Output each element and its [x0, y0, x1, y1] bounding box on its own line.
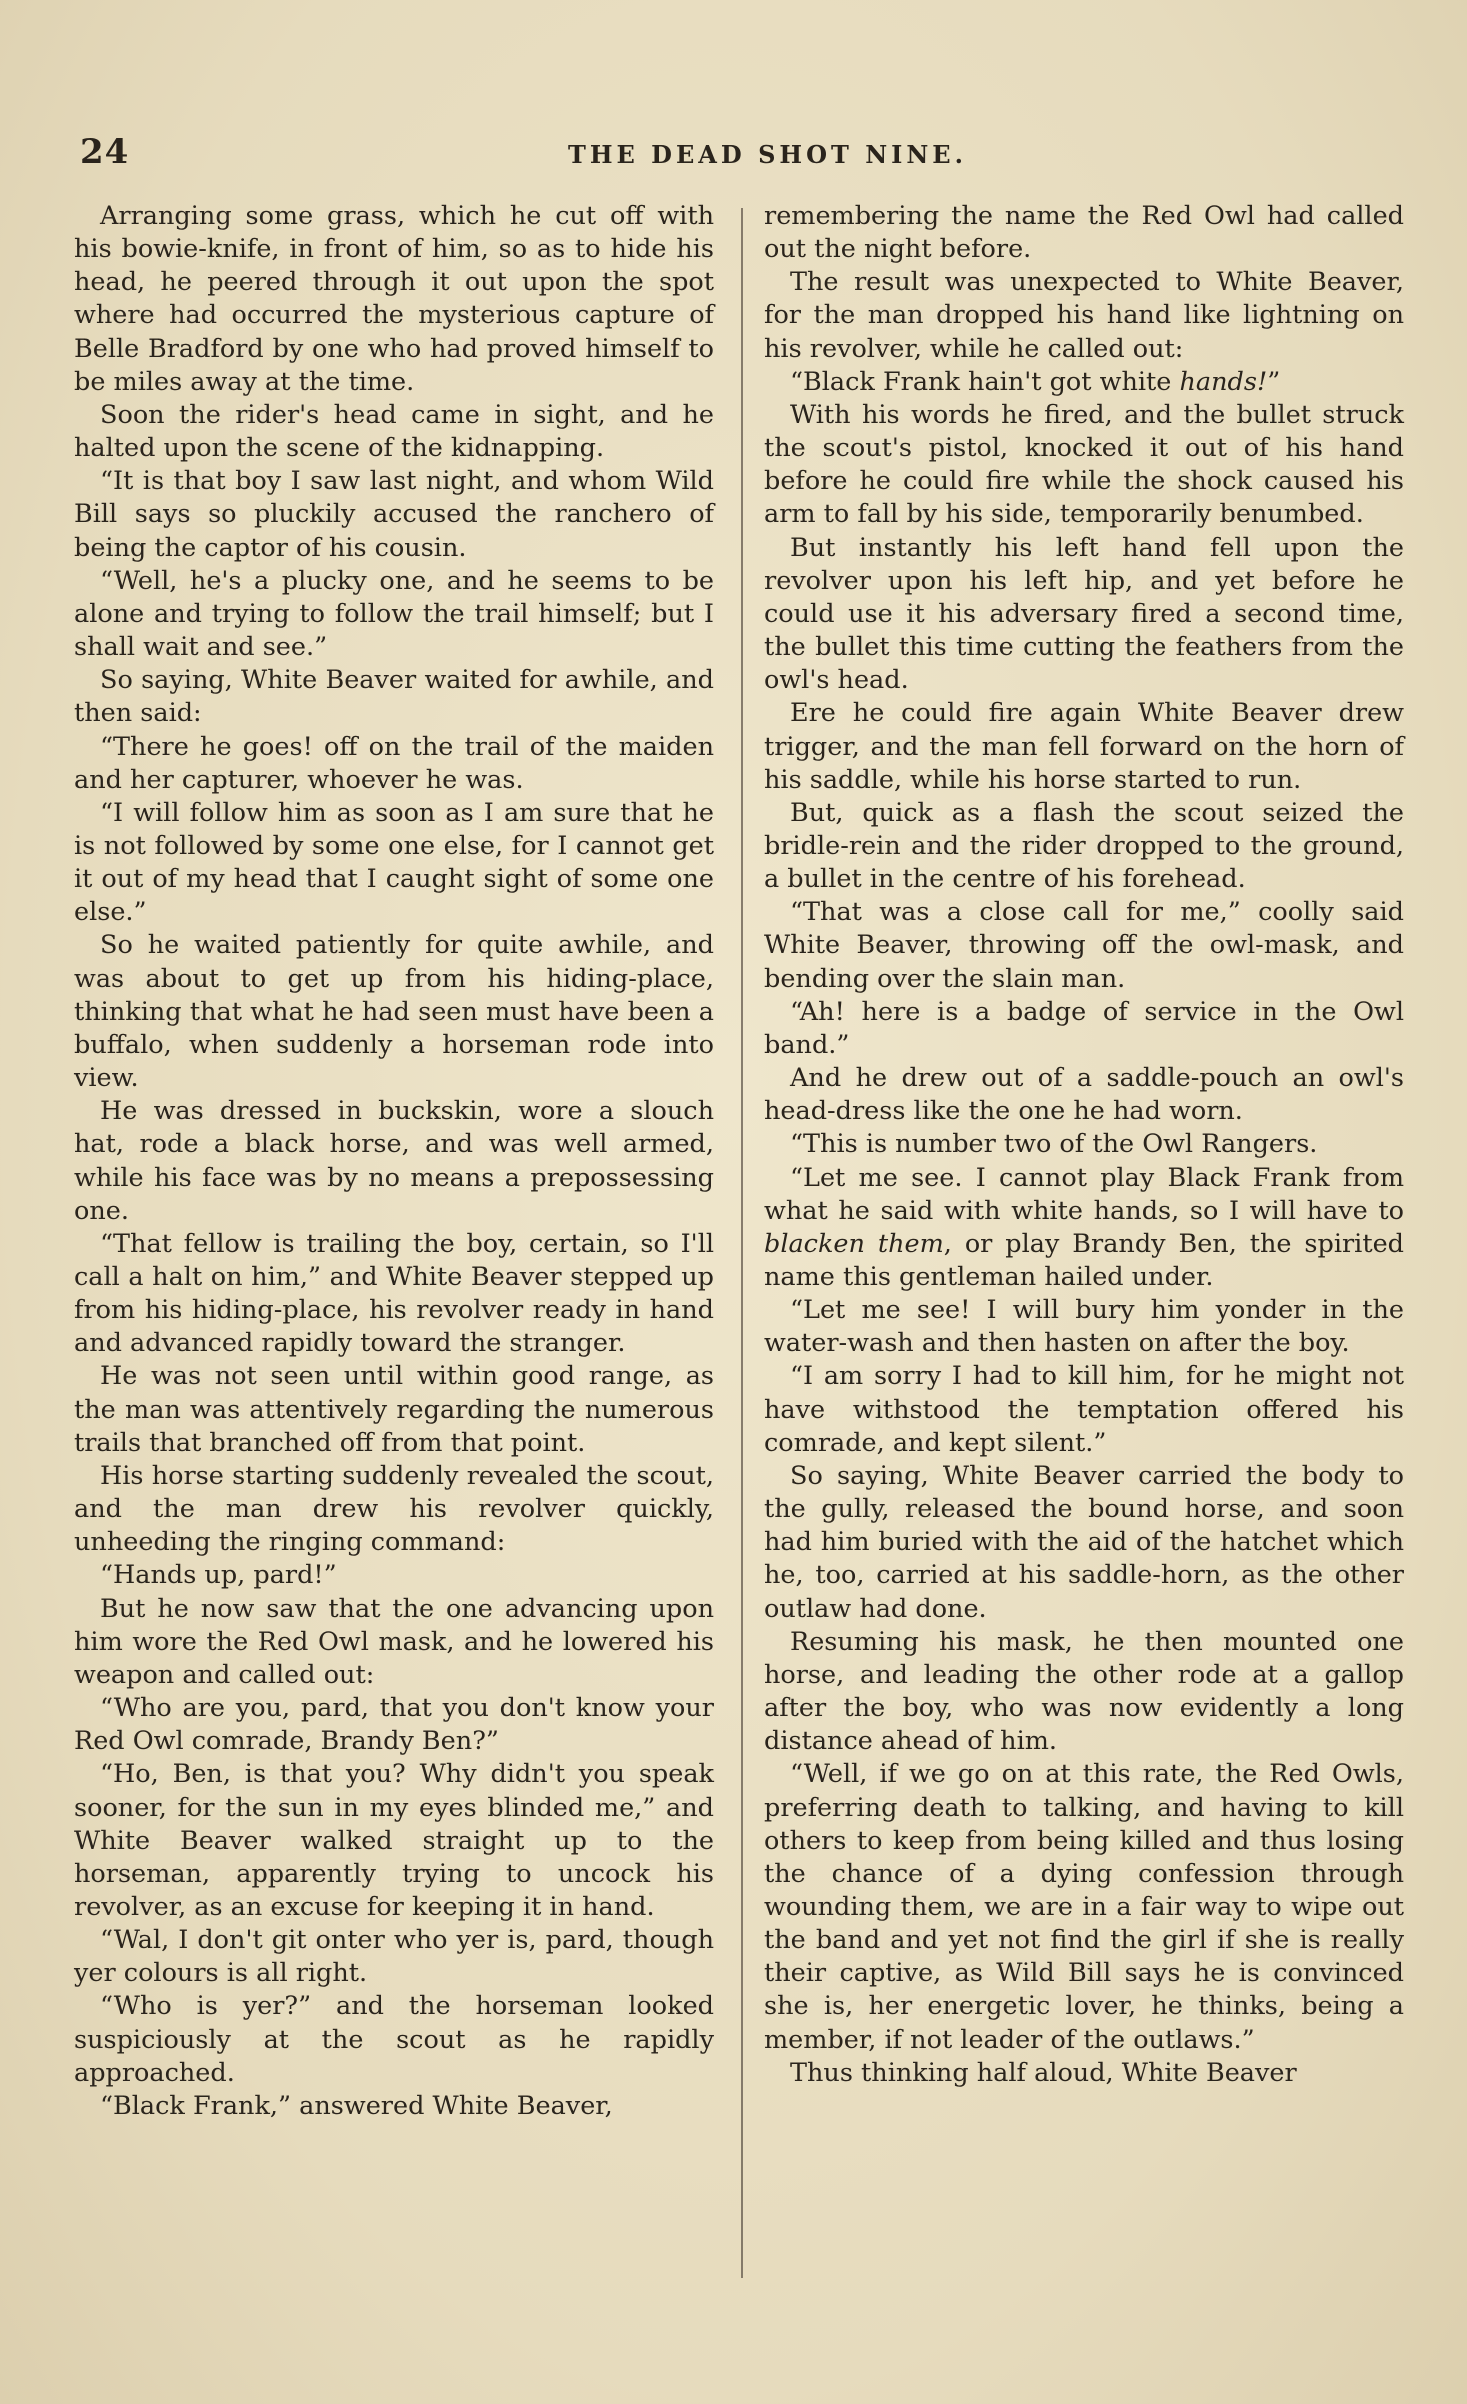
paragraph: But instantly his left hand fell upon the revolver upon his left hip, and yet before he could use it his adversary fired a second time, the bullet this time cutting the feathers from the owl's head. — [764, 532, 1404, 696]
paragraph: “Ah! here is a badge of service in the Owl band.” — [764, 996, 1404, 1060]
paragraph: “That was a close call for me,” coolly said White Beaver, throwing off the owl-mask, and bending over the slain man. — [764, 897, 1404, 994]
paragraph: “Black Frank,” answered White Beaver, — [100, 2090, 613, 2121]
paragraph-text: “Let me see. I cannot play Black Frank from what he said with white hands, so I will have to — [764, 1162, 1404, 1226]
right-column — [764, 200, 1404, 2090]
paragraph: “Well, he's a plucky one, and he seems to be alone and trying to follow the trail himself; but I shall wait and see.” — [74, 565, 714, 663]
paragraph: But he now saw that the one advancing upon him wore the Red Owl mask, and he lowered his weapon and called out: — [74, 1593, 714, 1690]
column-rule — [741, 208, 743, 2278]
emphasis: hands! — [1179, 366, 1268, 397]
paragraph-text: ” — [1267, 366, 1281, 397]
paragraph: remembering the name the Red Owl had called out the night before. — [764, 201, 1404, 265]
paragraph: “There he goes! off on the trail of the maiden and her capturer, whoever he was. — [74, 731, 714, 795]
paragraph-text: “Black Frank hain't got white — [790, 366, 1180, 397]
paragraph: “Who are you, pard, that you don't know your Red Owl comrade, Brandy Ben?” — [74, 1693, 714, 1757]
paragraph: He was dressed in buckskin, wore a slouch hat, rode a black horse, and was well armed, while his face was by no means a prepossessing one. — [74, 1096, 714, 1226]
paragraph: With his words he fired, and the bullet struck the scout's pistol, knocked it out of his hand before he could fire while the shock caused his arm to fall by his side, temporarily benumbed. — [764, 399, 1404, 530]
paragraph: His horse starting suddenly revealed the scout, and the man drew his revolver quickly, unheeding the ringing command: — [74, 1460, 714, 1558]
paragraph: “Well, if we go on at this rate, the Red Owls, preferring death to talking, and having to kill others to keep from being killed and thus losing the chance of a dying confession through wounding them, we are in a fair way to wipe out the band and yet not find the girl if she is really their captive, as Wild Bill says he is convinced she is, her energetic lover, he thinks, being a member, if not leader of the outlaws.” — [764, 1759, 1404, 2055]
paragraph: “It is that boy I saw last night, and whom Wild Bill says so pluckily accused the ranchero of being the captor of his cousin. — [74, 466, 714, 563]
paragraph: “I am sorry I had to kill him, for he might not have withstood the temptation offered his comrade, and kept silent.” — [764, 1361, 1404, 1458]
paragraph: Arranging some grass, which he cut off with his bowie-knife, in front of him, so as to hide his head, he peered through it out upon the spot where had occurred the mysterious capture of Belle Bradford by one who had proved himself to be miles away at the time. — [74, 201, 714, 397]
paragraph: Ere he could fire again White Beaver drew trigger, and the man fell forward on the horn of his saddle, while his horse started to run. — [764, 698, 1404, 795]
paragraph: So saying, White Beaver waited for awhile, and then said: — [74, 665, 714, 729]
page-header — [80, 132, 1407, 182]
page-number: 24 — [80, 132, 130, 172]
paragraph: “Who is yer?” and the horseman looked suspiciously at the scout as he rapidly approached. — [74, 1991, 714, 2088]
paragraph: “This is number two of the Owl Rangers. — [790, 1129, 1318, 1160]
paragraph: He was not seen until within good range, as the man was attentively regarding the numerous trails that branched off from that point. — [74, 1361, 714, 1458]
paragraph: Thus thinking half aloud, White Beaver — [790, 2057, 1297, 2088]
paragraph: But, quick as a flash the scout seized the bridle-rein and the rider dropped to the ground, a bullet in the centre of his forehead. — [764, 797, 1404, 895]
paragraph: “Hands up, pard!” — [100, 1560, 337, 1591]
paragraph: “That fellow is trailing the boy, certain, so I'll call a halt on him,” and White Beaver stepped up from his hiding-place, his revolver ready in hand and advanced rapidly toward the stranger. — [74, 1228, 714, 1359]
paragraph: And he drew out of a saddle-pouch an owl's head-dress like the one he had worn. — [764, 1063, 1404, 1127]
paragraph: So saying, White Beaver carried the body to the gully, released the bound horse, and soon had him buried with the aid of the hatchet which he, too, carried at his saddle-horn, as the other outlaw had done. — [764, 1460, 1404, 1624]
left-column — [74, 200, 714, 2123]
paragraph: “I will follow him as soon as I am sure that he is not followed by some one else, for I cannot get it out of my head that I caught sight of some one else.” — [74, 797, 714, 928]
paragraph: Soon the rider's head came in sight, and he halted upon the scene of the kidnapping. — [74, 399, 714, 464]
emphasis: blacken them — [764, 1228, 944, 1259]
paragraph: Resuming his mask, he then mounted one horse, and leading the other rode at a gallop after the boy, who was now evidently a long distance ahead of him. — [764, 1626, 1404, 1757]
paragraph-text: , or play Brandy Ben, the spirited name this gentleman hailed under. — [764, 1228, 1404, 1292]
paragraph — [764, 1162, 1404, 1295]
running-title: THE DEAD SHOT NINE. — [568, 140, 967, 169]
paragraph: So he waited patiently for quite awhile, and was about to get up from his hiding-place, thinking that what he had seen must have been a buffalo, when suddenly a horseman rode into view. — [74, 930, 714, 1094]
paragraph: The result was unexpected to White Beaver, for the man dropped his hand like lightning on his revolver, while he called out: — [764, 267, 1404, 364]
paragraph: “Wal, I don't git onter who yer is, pard, though yer colours is all right. — [74, 1925, 714, 1989]
paragraph: “Let me see! I will bury him yonder in the water-wash and then hasten on after the boy. — [764, 1295, 1404, 1359]
paragraph: “Ho, Ben, is that you? Why didn't you speak sooner, for the sun in my eyes blinded me,” and White Beaver walked straight up to the horseman, apparently trying to uncock his revolver, as an excuse for keeping it in hand. — [74, 1759, 714, 1922]
paragraph — [764, 366, 1404, 399]
